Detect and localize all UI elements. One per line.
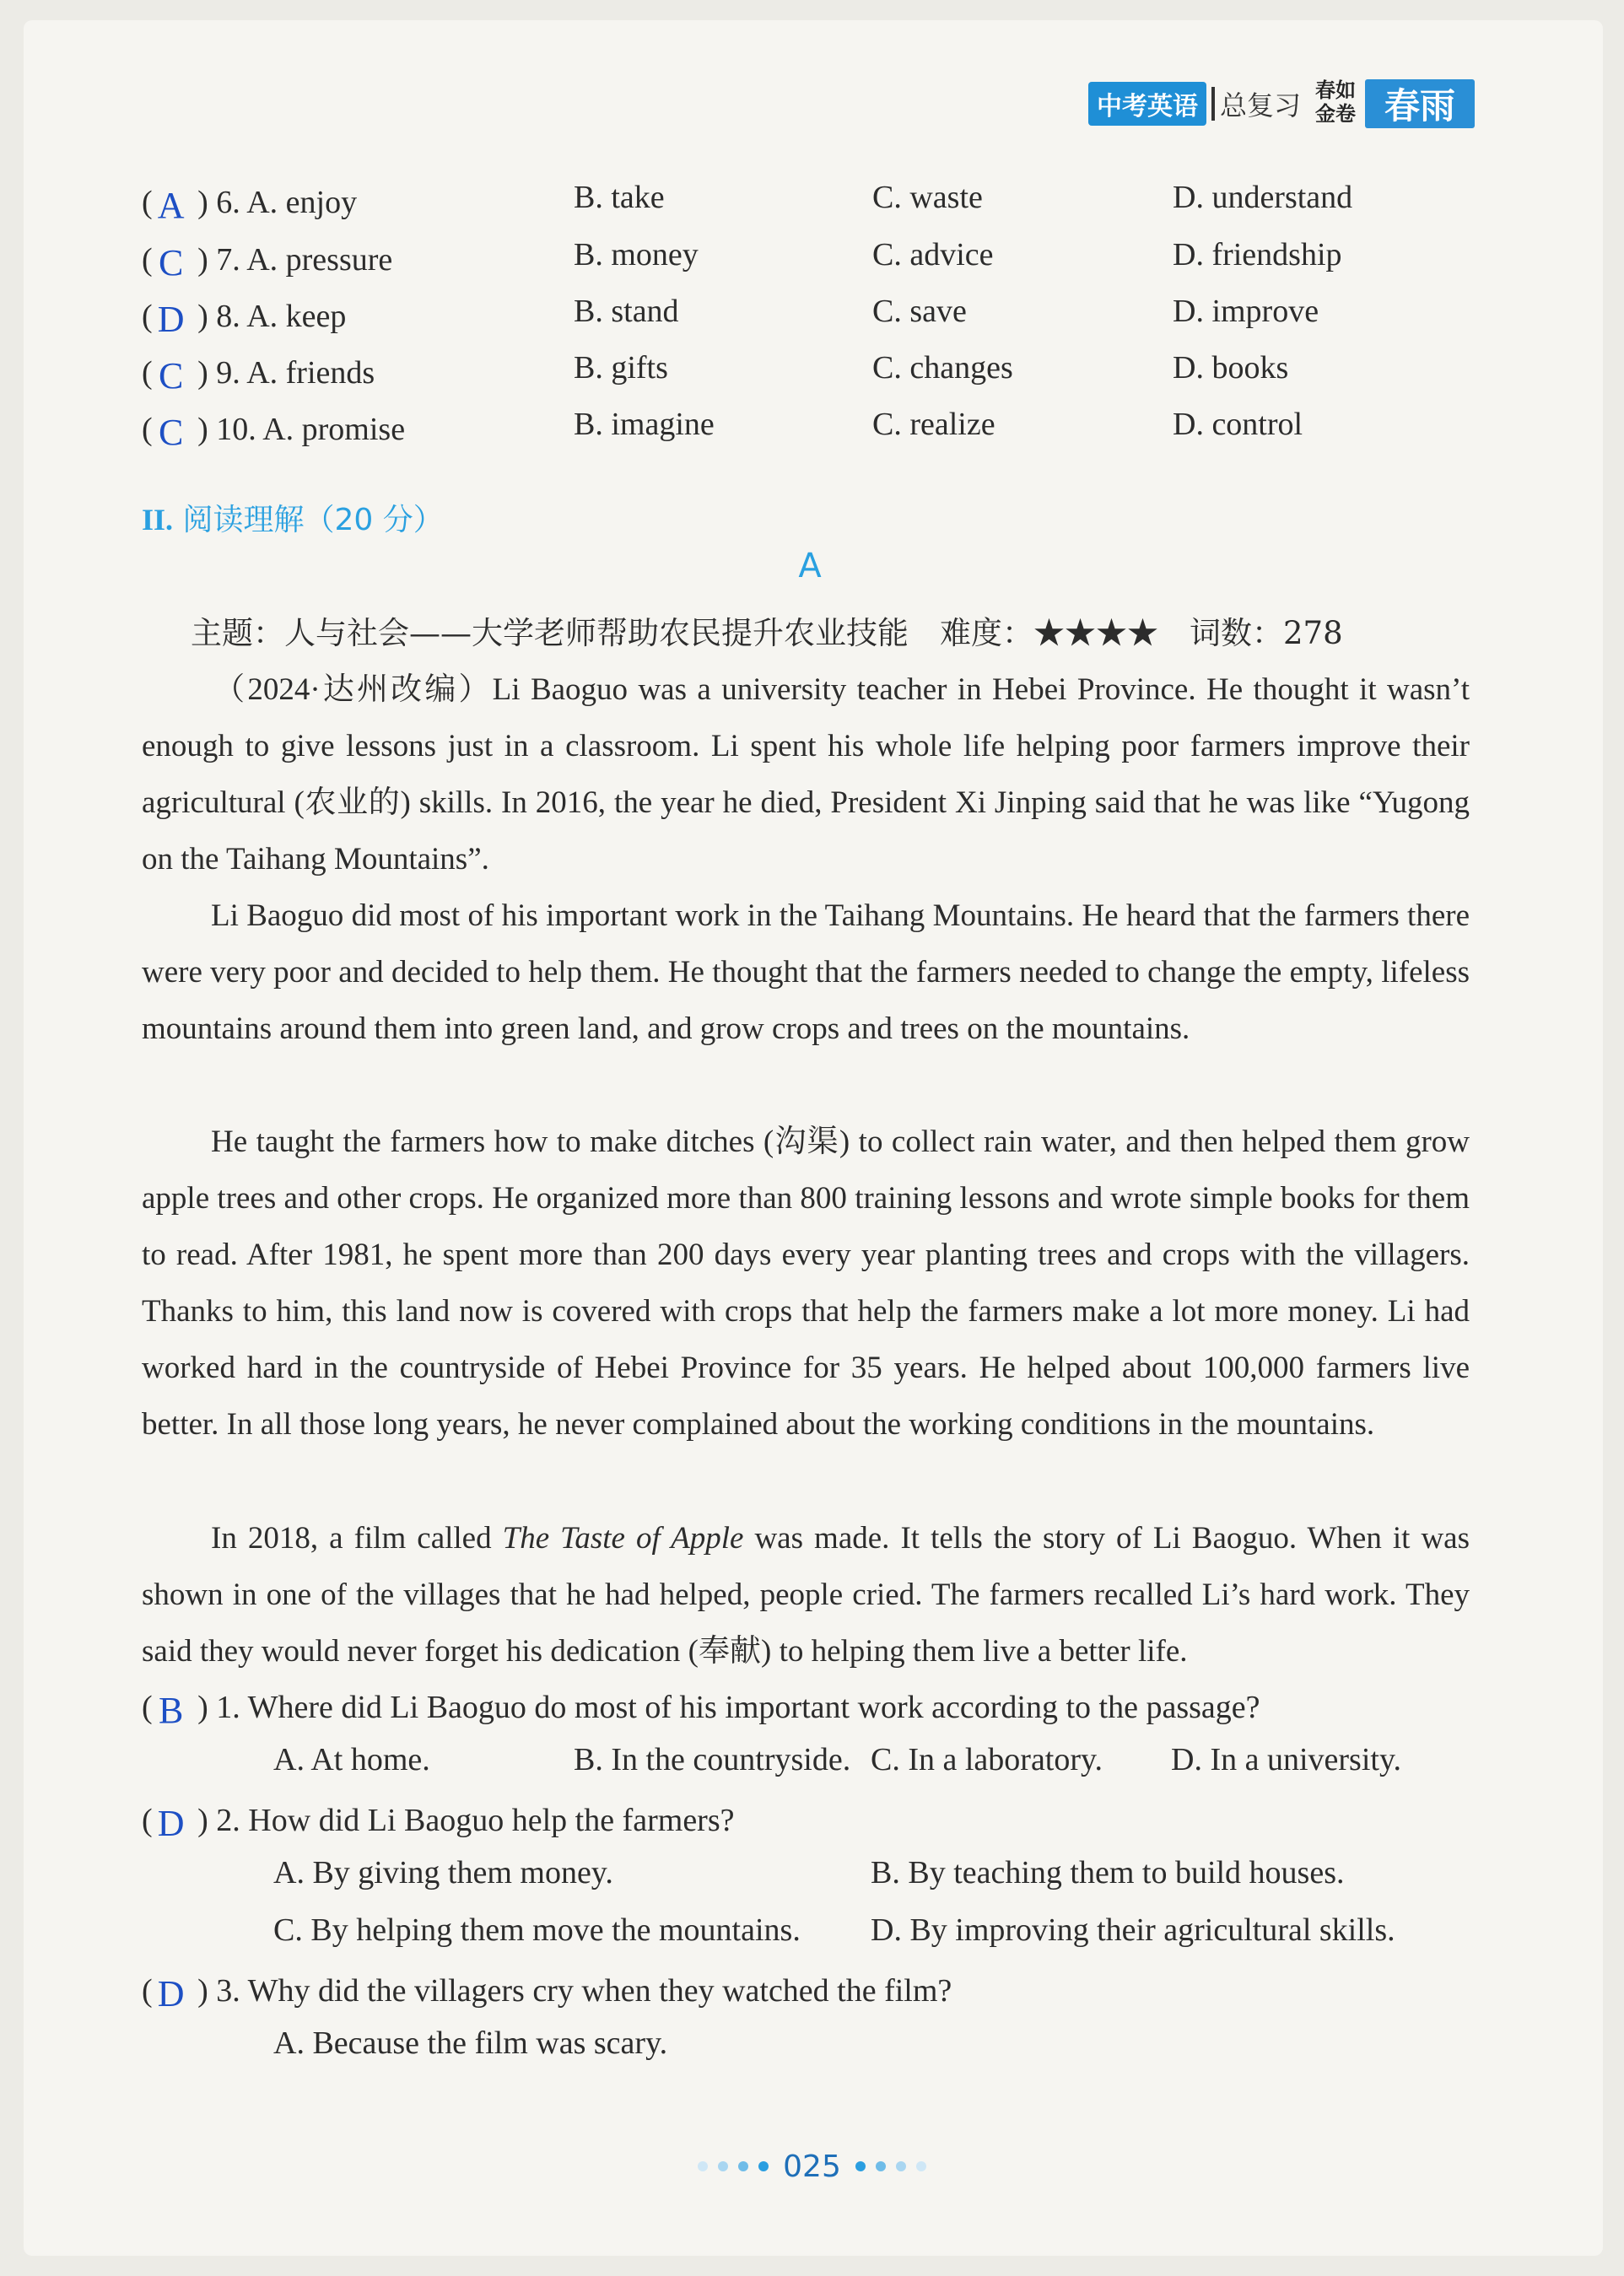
choice-number: ) 8. A. keep — [197, 299, 347, 334]
section-title-text: 阅读理解（20 分） — [173, 503, 444, 537]
passage-label: A — [798, 547, 822, 585]
paragraph: （2024·达州改编）Li Baoguo was a university teacher in Hebei Province. He thought it wasn’t enough to give lessons just in a classroom. Li spent his whole life helping poor farmers improve their agricultural (农业的) skills. In 2016, the year he died, President Xi Jinping said that he was like “Yugong on the Taihang Mountains”. — [142, 672, 1470, 876]
brand-logo: 春雨 — [1365, 79, 1475, 128]
dot-decoration — [916, 2161, 926, 2171]
choice-number: ) 10. A. promise — [197, 412, 406, 447]
option-b: B. take — [574, 180, 665, 215]
answer-mark: D — [157, 1973, 185, 2014]
option-c: C. changes — [872, 350, 1013, 386]
option-b: B. By teaching them to build houses. — [871, 1855, 1345, 1890]
dot-decoration — [758, 2161, 769, 2171]
dot-decoration — [718, 2161, 728, 2171]
option-d: D. In a university. — [1171, 1742, 1401, 1777]
question: ( B ) 1. Where did Li Baoguo do most of his important work according to the passage? — [142, 1690, 1260, 1731]
option-a: A. Because the film was scary. — [273, 2025, 668, 2061]
section-numeral: II. — [142, 503, 174, 537]
question-stem: ) 3. Why did the villagers cry when they watched the film? — [197, 1973, 952, 2009]
option-d: D. By improving their agricultural skills. — [871, 1912, 1395, 1948]
film-title: The Taste of Apple — [502, 1521, 744, 1556]
page-footer — [0, 2149, 1624, 2184]
option-c: C. waste — [872, 180, 983, 215]
answer-mark: A — [157, 185, 185, 226]
brand-title: 中考英语 — [1088, 82, 1206, 126]
paragraph: Li Baoguo did most of his important work in the Taihang Mountains. He heard that the farmers there were very poor and decided to help them. He thought that the farmers needed to change the empty, lifeless mountains around them into green land, and grow crops and trees on the mountains. — [142, 898, 1470, 1046]
dot-decoration — [896, 2161, 906, 2171]
option-d: D. understand — [1173, 180, 1353, 215]
brand-subtitle: 总复习 — [1220, 89, 1302, 121]
option-c: C. advice — [872, 237, 994, 272]
option-b: B. gifts — [574, 350, 668, 386]
choice-row: ( C ) 7. A. pressure B. money C. advice D. friendship — [142, 237, 1342, 283]
option-b: B. stand — [574, 294, 679, 329]
choice-row: ( C ) 10. A. promise B. imagine C. realize D. control — [142, 407, 1303, 453]
header-brand — [1088, 78, 1475, 130]
dot-decoration — [738, 2161, 748, 2171]
choice-row: ( A ) 6. A. enjoy B. take C. waste D. understand — [142, 180, 1353, 226]
dot-decoration — [698, 2161, 708, 2171]
question: ( D ) 2. How did Li Baoguo help the farmers? — [142, 1803, 735, 1844]
dot-decoration — [855, 2161, 866, 2171]
answer-mark: C — [158, 242, 184, 283]
option-b: B. imagine — [574, 407, 715, 442]
choice-row: ( D ) 8. A. keep B. stand C. save D. improve — [142, 294, 1319, 340]
question-stem: ) 2. How did Li Baoguo help the farmers? — [197, 1803, 735, 1838]
brand-series: 春如金卷 — [1315, 78, 1357, 126]
choice-row: ( C ) 9. A. friends B. gifts C. changes D. books — [142, 350, 1289, 396]
passage-topic: 主题：人与社会——大学老师帮助农民提升农业技能 难度：★★★★ 词数：278 — [191, 615, 1343, 651]
option-a: A. By giving them money. — [273, 1855, 613, 1890]
brand-divider — [1211, 87, 1215, 121]
option-d: D. friendship — [1173, 237, 1342, 272]
question-stem: ) 1. Where did Li Baoguo do most of his important work according to the passage? — [197, 1690, 1260, 1725]
option-b: B. In the countryside. — [574, 1742, 851, 1777]
paragraph: He taught the farmers how to make ditches (沟渠) to collect rain water, and then helped them grow apple trees and other crops. He organized more than 800 training lessons and wrote simple books for them to read. After 1981, he spent more than 200 days every year planting trees and crops with the villagers. Thanks to him, this land now is covered with crops that help the farmers make a lot more money. Li had worked hard in the countryside of Hebei Province for 35 years. He helped about 100,000 farmers live better. In all those long years, he never complained about the working conditions in the mountains. — [142, 1125, 1470, 1442]
choice-number: ) 9. A. friends — [197, 355, 375, 391]
option-c: C. realize — [872, 407, 995, 442]
option-d: D. improve — [1173, 294, 1319, 329]
option-c: C. save — [872, 294, 967, 329]
option-b: B. money — [574, 237, 699, 272]
choice-number: ) 7. A. pressure — [197, 242, 393, 278]
answer-mark: D — [157, 1803, 185, 1844]
answer-mark: C — [158, 355, 184, 396]
answer-mark: D — [157, 299, 185, 340]
page-number: 025 — [783, 2149, 841, 2184]
answer-mark: C — [158, 412, 184, 453]
dot-decoration — [876, 2161, 886, 2171]
question: ( D ) 3. Why did the villagers cry when they watched the film? — [142, 1973, 952, 2014]
option-d: D. control — [1173, 407, 1303, 442]
option-d: D. books — [1173, 350, 1289, 386]
option-a: A. At home. — [273, 1742, 430, 1777]
option-c: C. In a laboratory. — [871, 1742, 1103, 1777]
choice-number: ) 6. A. enjoy — [197, 185, 358, 220]
section-heading — [142, 496, 444, 539]
option-c: C. By helping them move the mountains. — [273, 1912, 801, 1948]
paragraph: In 2018, a film called The Taste of Apple was made. It tells the story of Li Baoguo. When it was shown in one of the villages that he had helped, people cried. The farmers recalled Li’s hard work. They said they would never forget his dedication (奉献) to helping them live a better life. — [142, 1521, 1470, 1669]
answer-mark: B — [158, 1690, 184, 1731]
